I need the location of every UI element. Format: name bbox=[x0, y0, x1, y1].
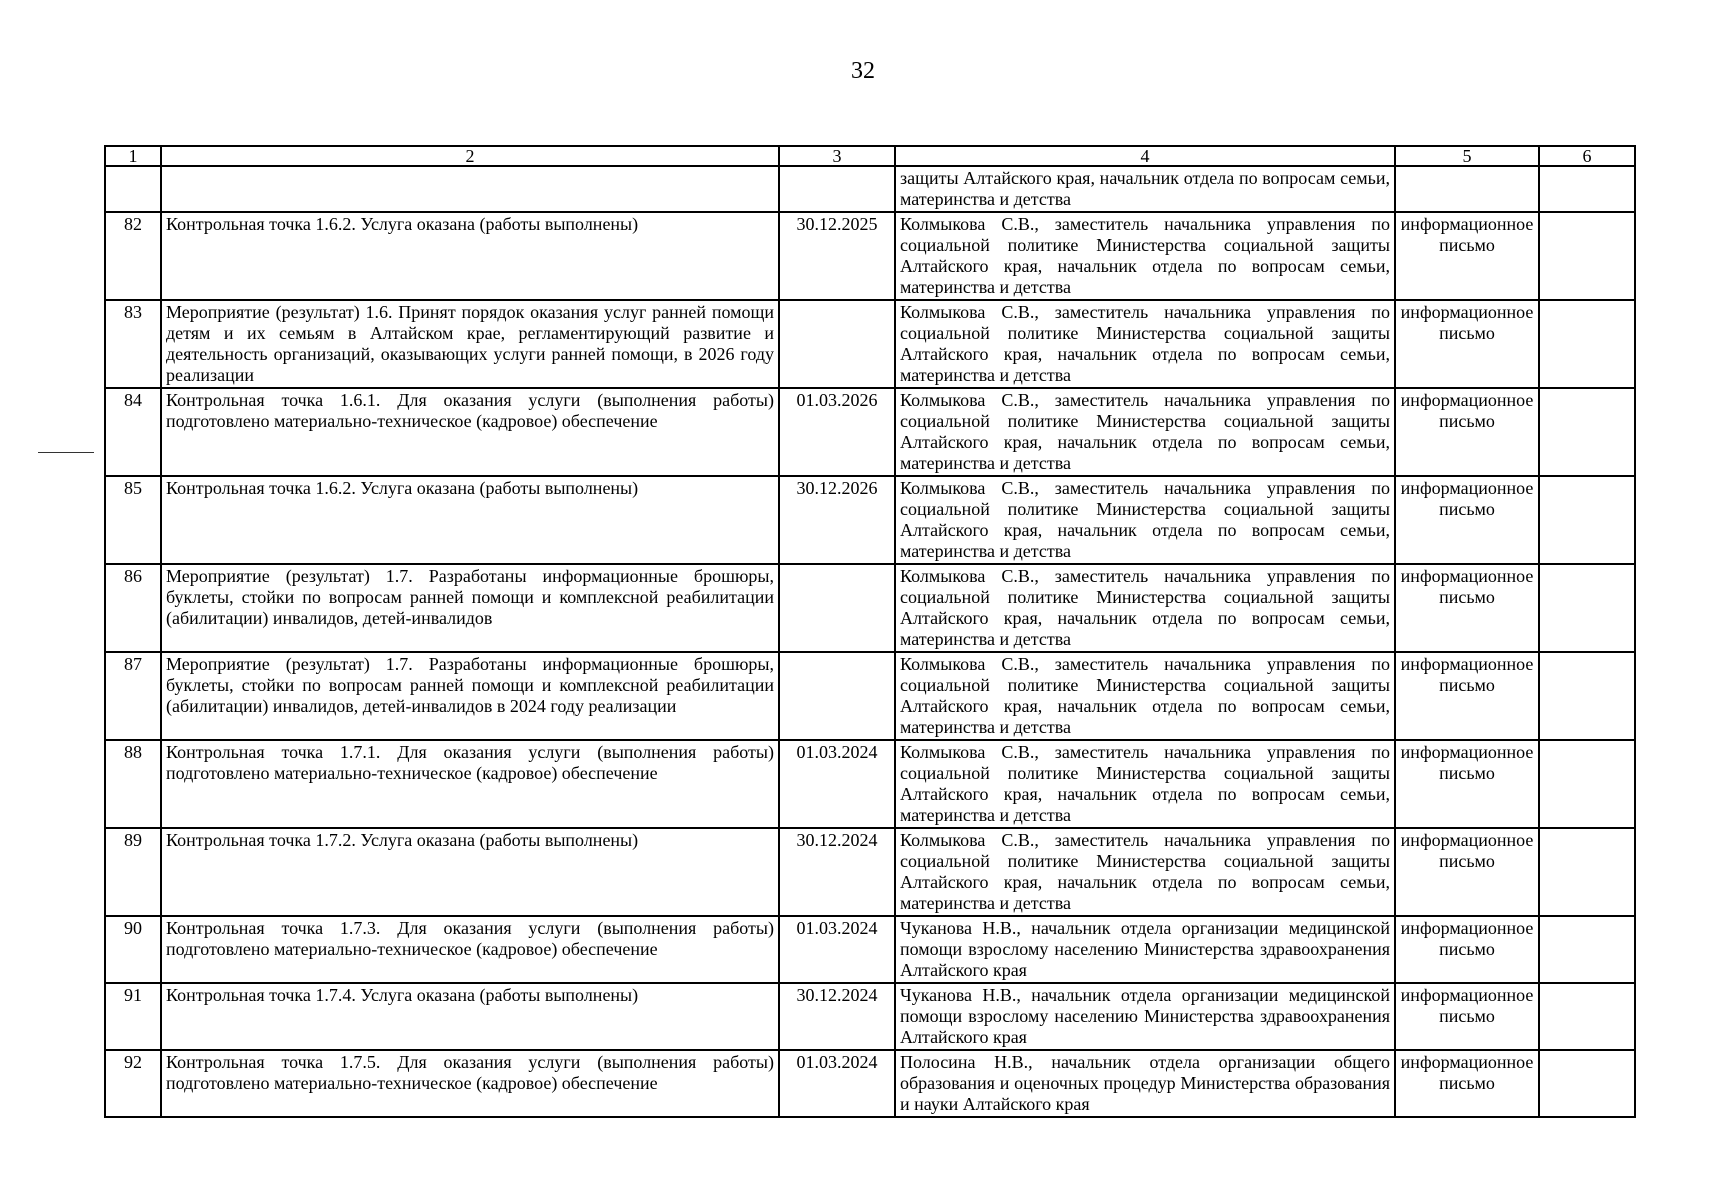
page-number: 32 bbox=[851, 58, 875, 84]
deadline-cell: 30.12.2026 bbox=[779, 476, 895, 564]
note-cell bbox=[1539, 1050, 1635, 1117]
event-name-cell: Контрольная точка 1.6.2. Услуга оказана (работы выполнены) bbox=[161, 212, 779, 300]
document-type-cell: информационное письмо bbox=[1395, 916, 1539, 983]
document-type-cell: информационное письмо bbox=[1395, 1050, 1539, 1117]
table-row bbox=[105, 1050, 1635, 1117]
column-header: 6 bbox=[1539, 146, 1635, 166]
document-type-cell: информационное письмо bbox=[1395, 652, 1539, 740]
row-number-cell: 92 bbox=[105, 1050, 161, 1117]
note-cell bbox=[1539, 564, 1635, 652]
note-cell bbox=[1539, 476, 1635, 564]
table-row bbox=[105, 983, 1635, 1050]
event-name-cell: Мероприятие (результат) 1.6. Принят порядок оказания услуг ранней помощи детям и их семьям в Алтайском крае, регламентирующий развитие и деятельность организаций, оказывающих услуги ранней помощи, в 2026 году реализации bbox=[161, 300, 779, 388]
row-number-cell: 85 bbox=[105, 476, 161, 564]
note-cell bbox=[1539, 916, 1635, 983]
note-cell bbox=[1539, 828, 1635, 916]
responsible-cell: Колмыкова С.В., заместитель начальника управления по социальной политике Министерства социальной защиты Алтайского края, начальник отдела по вопросам семьи, материнства и детства bbox=[895, 300, 1395, 388]
note-cell bbox=[1539, 166, 1635, 212]
table-row bbox=[105, 388, 1635, 476]
deadline-cell bbox=[779, 652, 895, 740]
deadline-cell: 01.03.2024 bbox=[779, 1050, 895, 1117]
document-type-cell: информационное письмо bbox=[1395, 388, 1539, 476]
deadline-cell: 30.12.2024 bbox=[779, 828, 895, 916]
table-row bbox=[105, 652, 1635, 740]
column-number-row bbox=[105, 146, 1635, 166]
note-cell bbox=[1539, 300, 1635, 388]
responsible-cell: Чуканова Н.В., начальник отдела организации медицинской помощи взрослому населению Министерства здравоохранения Алтайского края bbox=[895, 983, 1395, 1050]
note-cell bbox=[1539, 983, 1635, 1050]
note-cell bbox=[1539, 652, 1635, 740]
responsible-cell: Полосина Н.В., начальник отдела организации общего образования и оценочных процедур Министерства образования и науки Алтайского края bbox=[895, 1050, 1395, 1117]
document-type-cell bbox=[1395, 166, 1539, 212]
row-number-cell: 87 bbox=[105, 652, 161, 740]
table-row bbox=[105, 564, 1635, 652]
table-row bbox=[105, 300, 1635, 388]
document-type-cell: информационное письмо bbox=[1395, 740, 1539, 828]
responsible-cell: Колмыкова С.В., заместитель начальника управления по социальной политике Министерства социальной защиты Алтайского края, начальник отдела по вопросам семьи, материнства и детства bbox=[895, 476, 1395, 564]
deadline-cell bbox=[779, 166, 895, 212]
column-header: 1 bbox=[105, 146, 161, 166]
table-row bbox=[105, 828, 1635, 916]
event-name-cell bbox=[161, 166, 779, 212]
responsible-cell: Колмыкова С.В., заместитель начальника управления по социальной политике Министерства социальной защиты Алтайского края, начальник отдела по вопросам семьи, материнства и детства bbox=[895, 652, 1395, 740]
note-cell bbox=[1539, 212, 1635, 300]
margin-mark bbox=[38, 452, 94, 453]
table-row bbox=[105, 916, 1635, 983]
row-number-cell: 90 bbox=[105, 916, 161, 983]
column-header: 3 bbox=[779, 146, 895, 166]
responsible-cell: Чуканова Н.В., начальник отдела организации медицинской помощи взрослому населению Министерства здравоохранения Алтайского края bbox=[895, 916, 1395, 983]
deadline-cell: 01.03.2024 bbox=[779, 916, 895, 983]
row-number-cell: 84 bbox=[105, 388, 161, 476]
row-number-cell: 82 bbox=[105, 212, 161, 300]
event-name-cell: Мероприятие (результат) 1.7. Разработаны информационные брошюры, буклеты, стойки по вопросам ранней помощи и комплексной реабилитации (абилитации) инвалидов, детей-инвалидов bbox=[161, 564, 779, 652]
responsible-cell: Колмыкова С.В., заместитель начальника управления по социальной политике Министерства социальной защиты Алтайского края, начальник отдела по вопросам семьи, материнства и детства bbox=[895, 828, 1395, 916]
event-name-cell: Контрольная точка 1.7.2. Услуга оказана (работы выполнены) bbox=[161, 828, 779, 916]
deadline-cell bbox=[779, 564, 895, 652]
column-header: 2 bbox=[161, 146, 779, 166]
event-name-cell: Контрольная точка 1.7.4. Услуга оказана (работы выполнены) bbox=[161, 983, 779, 1050]
row-number-cell: 86 bbox=[105, 564, 161, 652]
deadline-cell bbox=[779, 300, 895, 388]
note-cell bbox=[1539, 388, 1635, 476]
table-row bbox=[105, 166, 1635, 212]
document-type-cell: информационное письмо bbox=[1395, 564, 1539, 652]
table-row bbox=[105, 476, 1635, 564]
document-type-cell: информационное письмо bbox=[1395, 476, 1539, 564]
row-number-cell bbox=[105, 166, 161, 212]
column-header: 5 bbox=[1395, 146, 1539, 166]
document-type-cell: информационное письмо bbox=[1395, 212, 1539, 300]
row-number-cell: 88 bbox=[105, 740, 161, 828]
responsible-cell: Колмыкова С.В., заместитель начальника управления по социальной политике Министерства социальной защиты Алтайского края, начальник отдела по вопросам семьи, материнства и детства bbox=[895, 740, 1395, 828]
document-type-cell: информационное письмо bbox=[1395, 300, 1539, 388]
deadline-cell: 01.03.2024 bbox=[779, 740, 895, 828]
event-name-cell: Контрольная точка 1.6.1. Для оказания услуги (выполнения работы) подготовлено материально-техническое (кадровое) обеспечение bbox=[161, 388, 779, 476]
event-name-cell: Контрольная точка 1.7.5. Для оказания услуги (выполнения работы) подготовлено материально-техническое (кадровое) обеспечение bbox=[161, 1050, 779, 1117]
event-name-cell: Контрольная точка 1.6.2. Услуга оказана (работы выполнены) bbox=[161, 476, 779, 564]
event-name-cell: Контрольная точка 1.7.1. Для оказания услуги (выполнения работы) подготовлено материально-техническое (кадровое) обеспечение bbox=[161, 740, 779, 828]
event-name-cell: Контрольная точка 1.7.3. Для оказания услуги (выполнения работы) подготовлено материально-техническое (кадровое) обеспечение bbox=[161, 916, 779, 983]
plan-table bbox=[104, 145, 1636, 1118]
responsible-cell: Колмыкова С.В., заместитель начальника управления по социальной политике Министерства социальной защиты Алтайского края, начальник отдела по вопросам семьи, материнства и детства bbox=[895, 388, 1395, 476]
deadline-cell: 30.12.2025 bbox=[779, 212, 895, 300]
deadline-cell: 30.12.2024 bbox=[779, 983, 895, 1050]
table-body bbox=[105, 166, 1635, 1117]
row-number-cell: 91 bbox=[105, 983, 161, 1050]
note-cell bbox=[1539, 740, 1635, 828]
column-header: 4 bbox=[895, 146, 1395, 166]
row-number-cell: 89 bbox=[105, 828, 161, 916]
document-type-cell: информационное письмо bbox=[1395, 828, 1539, 916]
table-row bbox=[105, 740, 1635, 828]
row-number-cell: 83 bbox=[105, 300, 161, 388]
event-name-cell: Мероприятие (результат) 1.7. Разработаны информационные брошюры, буклеты, стойки по вопросам ранней помощи и комплексной реабилитации (абилитации) инвалидов, детей-инвалидов в 2024 году реализации bbox=[161, 652, 779, 740]
responsible-cell: Колмыкова С.В., заместитель начальника управления по социальной политике Министерства социальной защиты Алтайского края, начальник отдела по вопросам семьи, материнства и детства bbox=[895, 564, 1395, 652]
deadline-cell: 01.03.2026 bbox=[779, 388, 895, 476]
responsible-cell: Колмыкова С.В., заместитель начальника управления по социальной политике Министерства социальной защиты Алтайского края, начальник отдела по вопросам семьи, материнства и детства bbox=[895, 212, 1395, 300]
document-type-cell: информационное письмо bbox=[1395, 983, 1539, 1050]
table-row bbox=[105, 212, 1635, 300]
responsible-cell: защиты Алтайского края, начальник отдела по вопросам семьи, материнства и детства bbox=[895, 166, 1395, 212]
